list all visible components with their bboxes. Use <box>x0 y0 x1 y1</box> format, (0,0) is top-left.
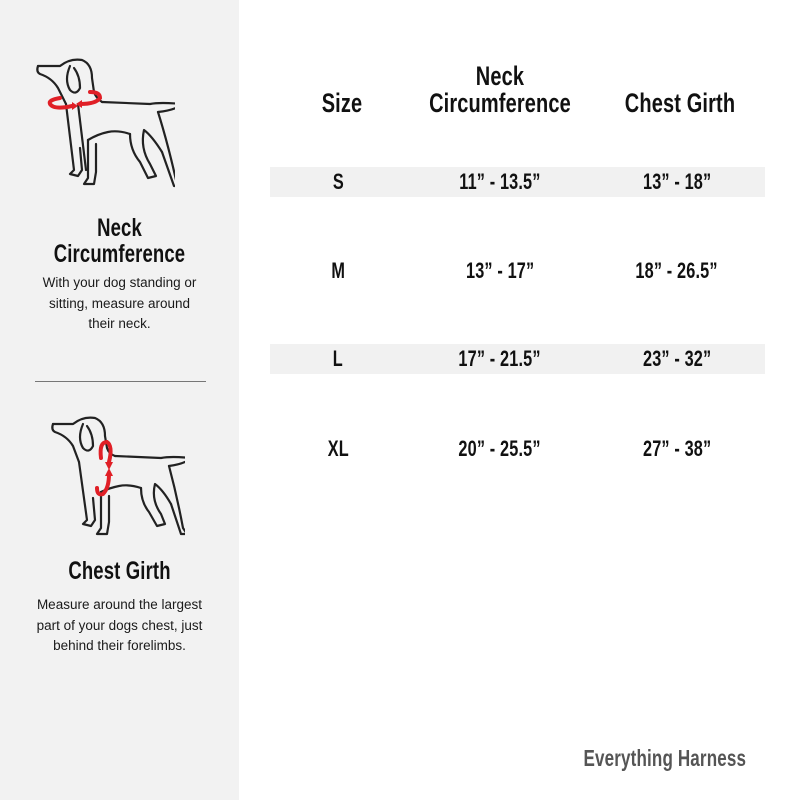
size-table-header <box>0 0 800 130</box>
chest-desc-line: Measure around the largest <box>36 597 203 612</box>
row-neck-range: 20” - 25.5” <box>458 436 542 461</box>
row-neck-range: 11” - 13.5” <box>459 169 541 194</box>
header-chest-label: Chest Girth <box>624 88 736 118</box>
table-row-m <box>270 256 765 286</box>
section-divider <box>35 381 206 382</box>
column-header-size <box>292 90 392 117</box>
chest-title-text: Chest Girth <box>68 557 171 585</box>
row-chest-range: 27” - 38” <box>642 436 712 461</box>
neck-desc-line: sitting, measure around <box>48 295 191 311</box>
row-size: S <box>332 169 344 194</box>
chest-desc-line: behind their forelimbs. <box>53 638 186 653</box>
chest-girth-title <box>0 558 239 584</box>
row-size: XL <box>327 436 349 461</box>
neck-circumference-title <box>0 215 239 267</box>
neck-instructions <box>20 273 219 335</box>
table-row-s <box>270 167 765 197</box>
column-header-neck <box>400 63 600 117</box>
row-chest-range: 13” - 18” <box>642 169 712 194</box>
neck-title-line1: Neck <box>97 214 142 242</box>
table-row-xl <box>270 434 765 464</box>
row-neck-range: 17” - 21.5” <box>458 346 542 371</box>
row-chest-range: 23” - 32” <box>642 346 712 371</box>
chest-desc-line: part of your dogs chest, just <box>36 617 203 633</box>
neck-desc-line: With your dog standing or <box>42 275 197 290</box>
brand-logo-text <box>555 745 755 772</box>
header-size-label: Size <box>321 88 363 118</box>
row-chest-range: 18” - 26.5” <box>635 258 719 283</box>
row-size: M <box>331 258 345 283</box>
row-neck-range: 13” - 17” <box>465 258 535 283</box>
table-row-l <box>270 344 765 374</box>
neck-desc-line: their neck. <box>88 316 151 331</box>
neck-title-line2: Circumference <box>53 240 186 268</box>
dog-chest-measure-icon <box>45 412 185 542</box>
header-neck-line2: Circumference <box>429 88 571 118</box>
chest-instructions <box>20 595 219 657</box>
brand-name: Everything Harness <box>583 745 747 771</box>
column-header-chest <box>580 90 780 117</box>
header-neck-line1: Neck <box>475 61 525 91</box>
row-size: L <box>332 346 344 371</box>
